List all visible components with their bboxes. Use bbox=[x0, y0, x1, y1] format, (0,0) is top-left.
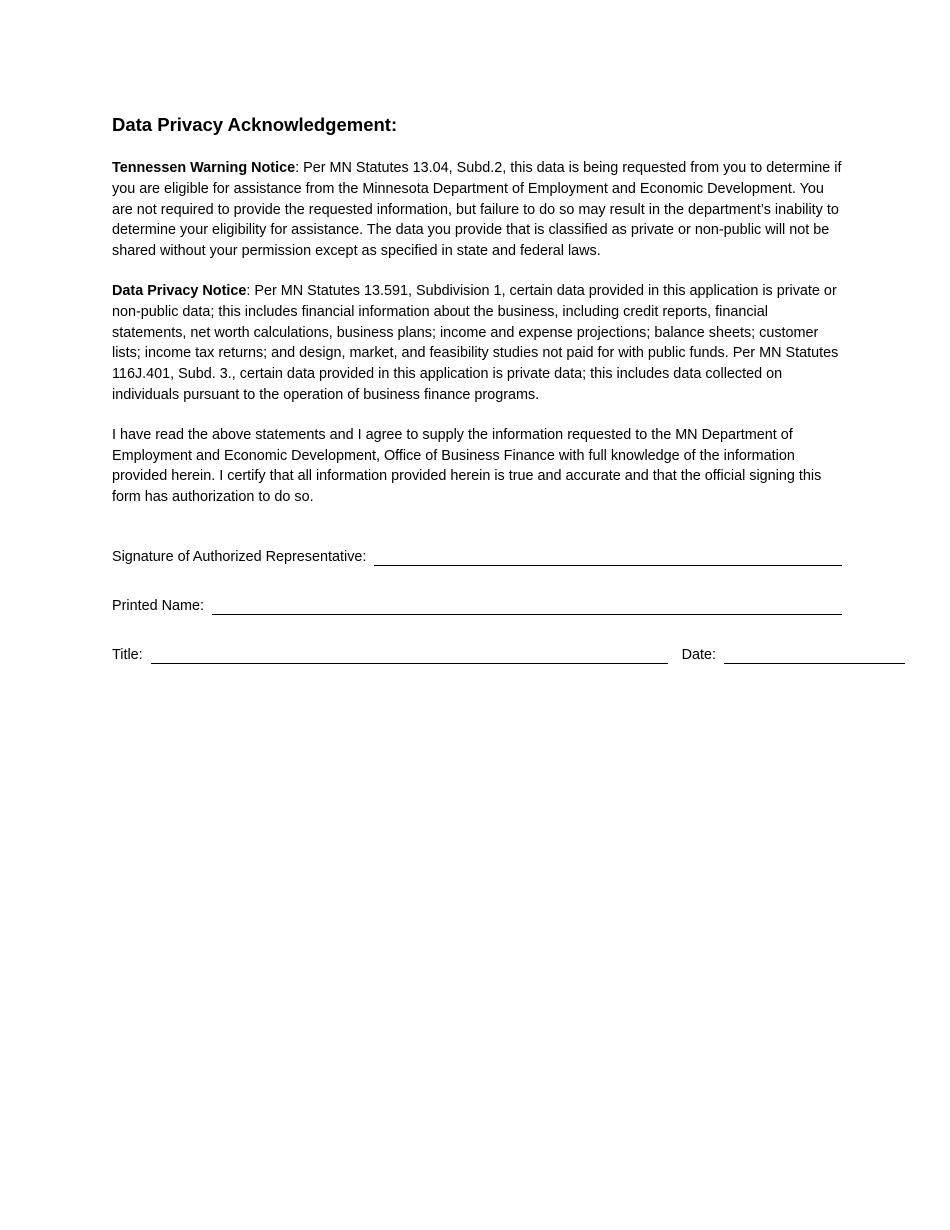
data-privacy-label: Data Privacy Notice bbox=[112, 282, 247, 299]
tennessen-warning-paragraph bbox=[112, 158, 842, 262]
date-label: Date: bbox=[681, 646, 717, 663]
signature-section bbox=[112, 545, 842, 665]
printed-name-label: Printed Name: bbox=[112, 597, 204, 614]
printed-name-field[interactable] bbox=[212, 595, 842, 615]
page-title: Data Privacy Acknowledgement: bbox=[112, 114, 398, 135]
tennessen-warning-label: Tennessen Warning Notice bbox=[112, 160, 296, 176]
tennessen-warning-text: : Per MN Statutes 13.04, Subd.2, this data is being requested from you to determine if you are eligible for assistance from the Minnesota Department of Employment and Economic Development. You are not required to provide the requested information, but failure to do so may result in the department’s inability to determine your eligibility for assistance. The data you provide that is classified as private or non-public will not be shared without your permission except as specified in state and federal laws. bbox=[112, 160, 842, 260]
title-field[interactable] bbox=[151, 644, 668, 664]
printed-name-row bbox=[112, 594, 842, 616]
data-privacy-text: : Per MN Statutes 13.591, Subdivision 1, certain data provided in this application is private or non-public data; this includes financial information about the business, including credit reports, financial statements, net worth calculations, business plans; income and expense projections; balance sheets; customer lists; income tax returns; and design, market, and feasibility studies not paid for with public funds. Per MN Statutes 116J.401, Subd. 3., certain data provided in this application is private data; this includes data collected on individuals pursuant to the operation of business finance programs. bbox=[112, 282, 839, 403]
signature-field[interactable] bbox=[374, 546, 842, 566]
data-privacy-paragraph bbox=[112, 281, 842, 406]
title-label: Title: bbox=[112, 646, 143, 663]
signature-row bbox=[112, 545, 842, 567]
signature-label: Signature of Authorized Representative: bbox=[112, 548, 367, 565]
title-date-row bbox=[112, 643, 842, 665]
date-field[interactable] bbox=[724, 644, 905, 664]
agreement-paragraph: I have read the above statements and I agree to supply the information requested to the MN Department of Employment and Economic Development, Office of Business Finance with full knowledge of the information provided herein. I certify that all information provided herein is true and accurate and that the official signing this form has authorization to do so. bbox=[112, 426, 822, 506]
document-page bbox=[112, 112, 842, 692]
